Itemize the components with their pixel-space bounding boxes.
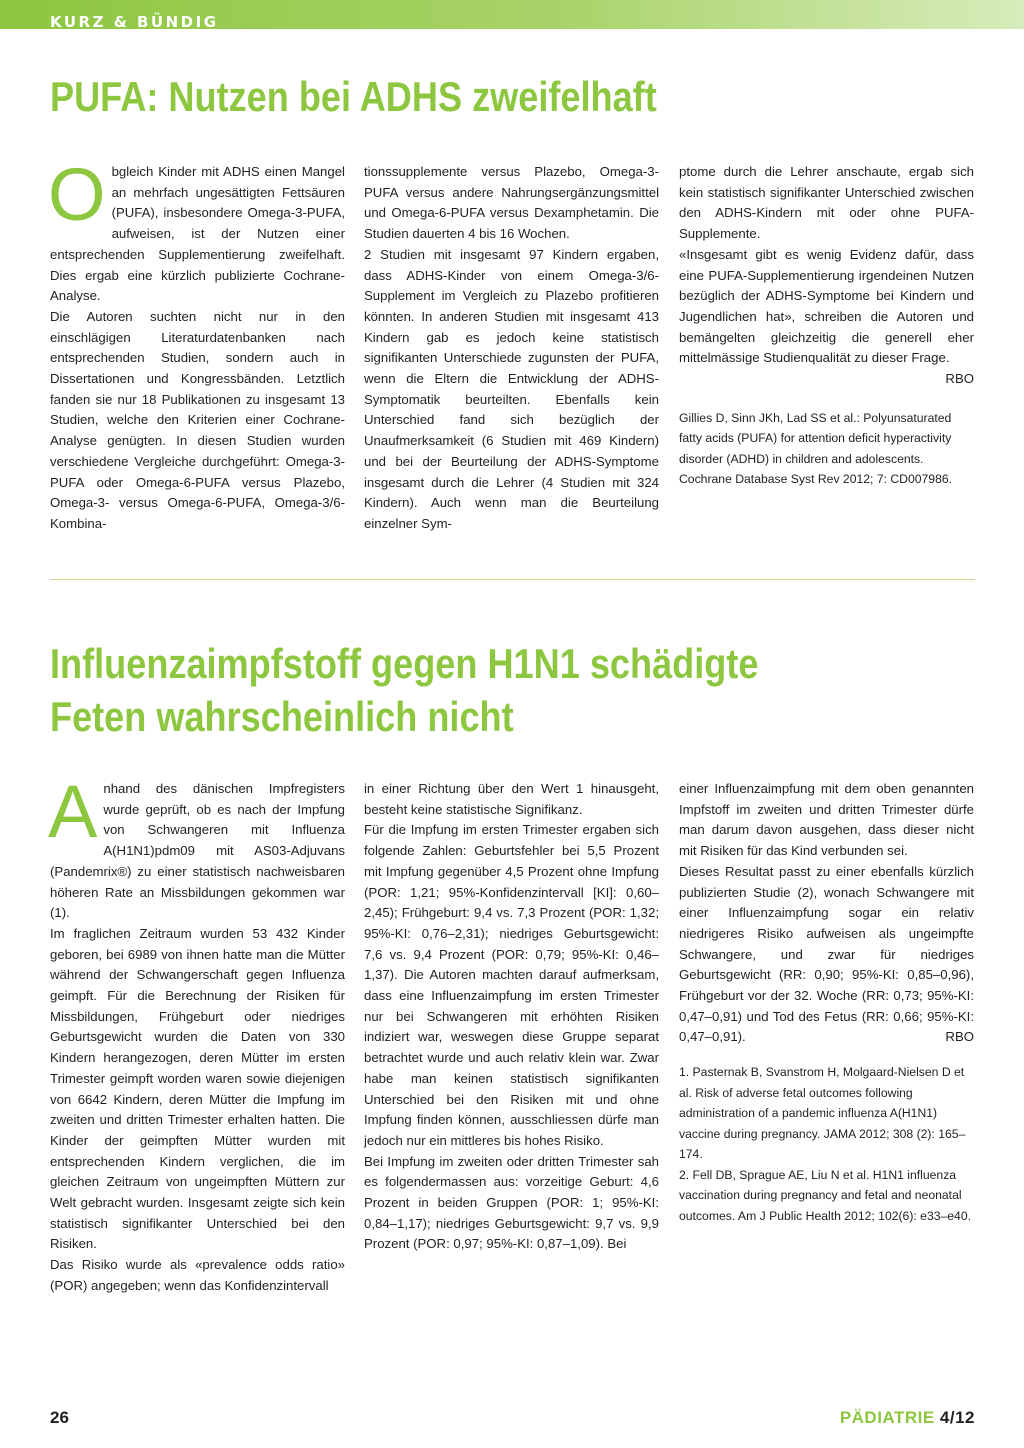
article1-reference (679, 408, 974, 490)
article2-title-line-2: Feten wahrscheinlich nicht (50, 693, 514, 740)
article2-paragraph: Bei Impfung im zweiten oder dritten Trimester sah es folgendermassen aus: vorzeitige Geburt: 4,6 Prozent in beiden Gruppen (POR: 1; 95%-KI: 0,84–1,17); niedriges Geburtsgewicht: 9,7 vs. 9,9 Prozent (POR: 0,97; 95%-KI: 0,87–1,09). Bei (364, 1153, 659, 1252)
article1-dropcap: O (48, 153, 106, 236)
article1-signature: RBO (945, 371, 974, 387)
reference-text: Gillies D, Sinn JKh, Lad SS et al.: Polyunsaturated fatty acids (PUFA) for attention deficit hyperactivity disorder (ADHD) in children and adolescents. Cochrane Database Syst Rev 2012; 7: CD007986. (679, 410, 953, 487)
article1-column-2 (364, 162, 659, 535)
article1-lead-paragraph: bgleich Kinder mit ADHS einen Mangel an mehrfach ungesättigten Fettsäuren (PUFA), insbesondere Omega-3-PUFA, aufweisen, ist der Nutzen einer entsprechenden Supplementierung zweifelhaft. Dies ergab eine kürzlich publizierte Cochrane-Analyse. (50, 164, 345, 304)
article2-paragraph: Im fraglichen Zeitraum wurden 53 432 Kinder geboren, bei 6989 von ihnen hatte man die Mütter während der Schwangerschaft gegen Influenza geimpft. Für die Berechnung der Risiken für Missbildungen, Frühgeburt oder niedriges Geburtsgewicht wurden die Daten von 330 Kindern herangezogen, deren Mütter im ersten Trimester geimpft worden waren sowie diejenigen von 6642 Kindern, deren Mütter die Impfung im zweiten und dritten Trimester erhalten hatten. Die Kinder der geimpften Mütter wurden mit entsprechenden Kindern verglichen, die im gleichen Zeitraum von ungeimpften Müttern zur Welt gebracht wurden. Insgesamt zeigte sich kein statistisch signifikanter Unterschied bei den Risiken. (50, 925, 345, 1252)
article2-paragraph: Das Risiko wurde als «prevalence odds ratio» (POR) angegeben; wenn das Konfidenzintervall (50, 1257, 345, 1293)
article2-signature: RBO (945, 1029, 974, 1045)
journal-name: PÄDIATRIE (839, 1408, 935, 1427)
article2-dropcap: A (48, 770, 98, 853)
article1-column-1 (48, 153, 345, 535)
page-number: 26 (50, 1408, 69, 1427)
journal-issue: 4/12 (939, 1408, 975, 1427)
section-label: KURZ & BÜNDIG (50, 13, 219, 31)
journal-footer (840, 1408, 975, 1428)
article1-paragraph: 2 Studien mit insgesamt 97 Kindern ergaben, dass ADHS-Kinder von einem Omega-3/6-Supplement im Vergleich zu Plazebo profitieren könnten. In anderen Studien mit insgesamt 413 Kindern gab es jedoch keine statistisch signifikanten Unterschiede zugunsten der PUFA, wenn die Eltern die Entwicklung der ADHS-Symptomatik beurteilten. Ebenfalls kein Unterschied fand sich bezüglich der Unaufmerksamkeit (6 Studien mit 469 Kindern) und bei der Beurteilung der ADHS-Symptome insgesamt durch die Lehrer (4 Studien mit 324 Kindern). Auch wenn man die Beurteilung einzelner Sym- (364, 246, 659, 531)
reference-text: 2. Fell DB, Sprague AE, Liu N et al. H1N1 influenza vaccination during pregnancy and fetal and neonatal outcomes. Am J Public Health 2012; 102(6): e33–e40. (679, 1167, 971, 1223)
article1-paragraph: ptome durch die Lehrer anschaute, ergab sich kein statistisch signifikanter Unterschied zwischen den ADHS-Kindern mit oder ohne PUFA-Supplemente. (679, 164, 974, 242)
article1-paragraph: «Insgesamt gibt es wenig Evidenz dafür, dass eine PUFA-Supplementierung irgendeinen Nutzen bezüglich der ADHS-Symptome bei Kindern und Jugendlichen hat», schreiben die Autoren und bemängelten gleichzeitig die generell eher mittelmässige Studienqualität zu dieser Frage. (679, 246, 974, 366)
section-divider (50, 579, 975, 580)
reference-text: 1. Pasternak B, Svanstrom H, Molgaard-Nielsen D et al. Risk of adverse fetal outcomes following administration of a pandemic influenza A(H1N1) vaccine during pregnancy. JAMA 2012; 308 (2): 165–174. (679, 1065, 966, 1162)
article2-title-line-1: Influenzaimpfstoff gegen H1N1 schädigte (50, 640, 759, 687)
article2-title (50, 637, 758, 743)
article2-paragraph: in einer Richtung über den Wert 1 hinausgeht, besteht keine statistische Signifikanz. (364, 781, 659, 817)
article2-column-2 (364, 779, 659, 1255)
article1-title: PUFA: Nutzen bei ADHS zweifelhaft (50, 73, 657, 120)
article1-paragraph: tionssupplemente versus Plazebo, Omega-3-PUFA versus andere Nahrungsergänzungsmittel und Omega-6-PUFA versus Dexamphetamin. Die Studien dauerten 4 bis 16 Wochen. (364, 164, 659, 242)
article2-paragraph: einer Influenzaimpfung mit dem oben genannten Impfstoff im zweiten und dritten Trimester dürfe man darum davon ausgehen, dass dieser nicht mit Risiken für das Kind verbunden sei. (679, 781, 974, 859)
article2-paragraph: Für die Impfung im ersten Trimester ergaben sich folgende Zahlen: Geburtsfehler bei 5,5 Prozent mit Impfung gegenüber 4,5 Prozent ohne Impfung (POR: 1,21; 95%-Konfidenzintervall [KI]: 0,60–2,45); Frühgeburt: 9,4 vs. 7,3 Prozent (POR: 1,32; 95%-KI: 0,76–2,31); niedriges Geburtsgewicht: 7,6 vs. 9,4 Prozent (POR: 0,79; 95%-KI: 0,46–1,37). Die Autoren machten darauf aufmerksam, dass eine Influenzaimpfung im ersten Trimester nur bei Schwangeren mit erhöhten Risiken indiziert war, weswegen diese Gruppe separat betrachtet wurde und auch relativ klein war. Zwar habe man keinen statistisch signifikanten Unterschied bei den Risiken mit und ohne Impfung finden können, ausschliessen dürfe man jedoch nur ein mittleres bis hohes Risiko. (364, 822, 659, 1148)
article2-column-1 (48, 770, 345, 1297)
article1-column-3 (679, 162, 974, 490)
article2-lead-paragraph: nhand des dänischen Impfregisters wurde geprüft, ob es nach der Impfung von Schwangeren mit Influenza A(H1N1)pdm09 mit AS03-Adjuvans (Pandemrix®) zu einer statistisch nachweisbaren höheren Rate an Missbildungen gekommen war (1). (50, 781, 345, 921)
article2-references (679, 1062, 974, 1226)
article2-column-3 (679, 779, 974, 1226)
article2-paragraph: Dieses Resultat passt zu einer ebenfalls kürzlich publizierten Studie (2), wonach Schwangere mit einer Influenzaimpfung sogar ein relativ niedrigeres Risiko aufweisen als ungeimpfte Schwangere, und zwar für niedriges Geburtsgewicht (RR: 0,90; 95%-KI: 0,85–0,96), Frühgeburt vor der 32. Woche (RR: 0,73; 95%-KI: 0,47–0,91) und Tod des Fetus (RR: 0,66; 95%-KI: 0,47–0,91). (679, 863, 974, 1045)
article1-paragraph: Die Autoren suchten nicht nur in den einschlägigen Literaturdatenbanken nach entsprechenden Studien, sondern auch in Dissertationen und Kongressbänden. Letztlich fanden sie nur 18 Publikationen zu insgesamt 13 Studien, welche den Kriterien einer Cochrane-Analyse genügten. In diesen Studien wurden verschiedene Vergleiche durchgeführt: Omega-3-PUFA oder Omega-6-PUFA versus Plazebo, Omega-3- versus Omega-6-PUFA, Omega-3/6-Kombina- (50, 308, 345, 531)
